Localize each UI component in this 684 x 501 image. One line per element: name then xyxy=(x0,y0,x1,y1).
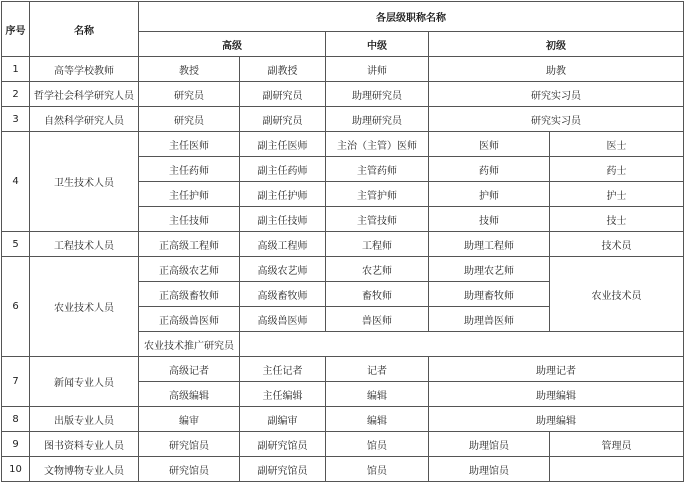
junior-title-1: 助理馆员 xyxy=(429,432,550,457)
senior-title: 正高级畜牧师 xyxy=(139,282,240,307)
associate-title: 副研究馆员 xyxy=(240,432,326,457)
row-seq: 9 xyxy=(2,432,30,457)
associate-title: 高级畜牧师 xyxy=(240,282,326,307)
mid-title: 助理研究员 xyxy=(326,107,429,132)
junior-title-2: 管理员 xyxy=(550,432,684,457)
row-seq: 10 xyxy=(2,457,30,482)
senior-title: 研究馆员 xyxy=(139,432,240,457)
junior-title-1: 医师 xyxy=(429,132,550,157)
associate-title: 主任记者 xyxy=(240,357,326,382)
junior-title-2: 技术员 xyxy=(550,232,684,257)
senior-title: 主任药师 xyxy=(139,157,240,182)
header-title-group: 各层级职称名称 xyxy=(139,2,684,32)
junior-title-1: 药师 xyxy=(429,157,550,182)
mid-title: 兽医师 xyxy=(326,307,429,332)
row-name: 高等学校教师 xyxy=(30,57,139,82)
senior-title: 研究员 xyxy=(139,82,240,107)
mid-title: 馆员 xyxy=(326,432,429,457)
mid-title: 农艺师 xyxy=(326,257,429,282)
table-row xyxy=(2,132,684,157)
row-name: 图书资料专业人员 xyxy=(30,432,139,457)
header-high: 高级 xyxy=(139,32,326,57)
junior-title-2: 护士 xyxy=(550,182,684,207)
row-name: 自然科学研究人员 xyxy=(30,107,139,132)
table-row xyxy=(2,232,684,257)
row-name: 农业技术人员 xyxy=(30,257,139,357)
senior-title: 主任医师 xyxy=(139,132,240,157)
junior-title-1: 护师 xyxy=(429,182,550,207)
table-row xyxy=(2,82,684,107)
header-seq: 序号 xyxy=(2,2,30,57)
associate-title: 副教授 xyxy=(240,57,326,82)
mid-title: 工程师 xyxy=(326,232,429,257)
table-row xyxy=(2,457,684,482)
row-name: 卫生技术人员 xyxy=(30,132,139,232)
junior-title-1: 助理畜牧师 xyxy=(429,282,550,307)
junior-title-1: 助理工程师 xyxy=(429,232,550,257)
senior-title: 主任护师 xyxy=(139,182,240,207)
junior-title: 助理编辑 xyxy=(429,407,684,432)
senior-title: 主任技师 xyxy=(139,207,240,232)
mid-title: 馆员 xyxy=(326,457,429,482)
associate-title: 高级农艺师 xyxy=(240,257,326,282)
mid-title: 记者 xyxy=(326,357,429,382)
associate-title: 高级工程师 xyxy=(240,232,326,257)
table-row xyxy=(2,107,684,132)
table-row xyxy=(2,257,684,282)
table-row xyxy=(2,57,684,82)
senior-title: 正高级工程师 xyxy=(139,232,240,257)
header-junior: 初级 xyxy=(429,32,684,57)
row-name: 新闻专业人员 xyxy=(30,357,139,407)
junior-title: 助理记者 xyxy=(429,357,684,382)
associate-title: 副研究员 xyxy=(240,82,326,107)
mid-title: 畜牧师 xyxy=(326,282,429,307)
junior-title-2: 药士 xyxy=(550,157,684,182)
senior-title: 农业技术推广研究员 xyxy=(139,332,240,357)
header-mid: 中级 xyxy=(326,32,429,57)
row-name: 出版专业人员 xyxy=(30,407,139,432)
junior-title-1: 助理兽医师 xyxy=(429,307,550,332)
senior-title: 正高级兽医师 xyxy=(139,307,240,332)
title-table xyxy=(1,1,684,482)
row-name: 工程技术人员 xyxy=(30,232,139,257)
junior-title-2: 农业技术员 xyxy=(550,257,684,332)
mid-title: 编辑 xyxy=(326,382,429,407)
table-row xyxy=(2,407,684,432)
mid-title: 助理研究员 xyxy=(326,82,429,107)
associate-title: 副编审 xyxy=(240,407,326,432)
junior-title-2 xyxy=(550,457,684,482)
row-seq: 4 xyxy=(2,132,30,232)
row-seq: 8 xyxy=(2,407,30,432)
mid-title: 主管药师 xyxy=(326,157,429,182)
junior-title: 助理编辑 xyxy=(429,382,684,407)
row-seq: 7 xyxy=(2,357,30,407)
empty-cell xyxy=(240,332,684,357)
senior-title: 高级记者 xyxy=(139,357,240,382)
mid-title: 主治（主管）医师 xyxy=(326,132,429,157)
junior-title: 助教 xyxy=(429,57,684,82)
header-name: 名称 xyxy=(30,2,139,57)
row-seq: 3 xyxy=(2,107,30,132)
row-name: 哲学社会科学研究人员 xyxy=(30,82,139,107)
row-seq: 6 xyxy=(2,257,30,357)
senior-title: 高级编辑 xyxy=(139,382,240,407)
junior-title-1: 助理馆员 xyxy=(429,457,550,482)
table-row xyxy=(2,432,684,457)
senior-title: 编审 xyxy=(139,407,240,432)
associate-title: 副主任医师 xyxy=(240,132,326,157)
junior-title: 研究实习员 xyxy=(429,107,684,132)
associate-title: 主任编辑 xyxy=(240,382,326,407)
associate-title: 副研究馆员 xyxy=(240,457,326,482)
row-seq: 1 xyxy=(2,57,30,82)
row-seq: 5 xyxy=(2,232,30,257)
mid-title: 主管技师 xyxy=(326,207,429,232)
associate-title: 副研究员 xyxy=(240,107,326,132)
junior-title-2: 医士 xyxy=(550,132,684,157)
junior-title-1: 助理农艺师 xyxy=(429,257,550,282)
table-row xyxy=(2,357,684,382)
senior-title: 研究馆员 xyxy=(139,457,240,482)
row-name: 文物博物专业人员 xyxy=(30,457,139,482)
mid-title: 讲师 xyxy=(326,57,429,82)
junior-title-1: 技师 xyxy=(429,207,550,232)
junior-title: 研究实习员 xyxy=(429,82,684,107)
associate-title: 副主任技师 xyxy=(240,207,326,232)
mid-title: 主管护师 xyxy=(326,182,429,207)
senior-title: 研究员 xyxy=(139,107,240,132)
associate-title: 副主任护师 xyxy=(240,182,326,207)
header-row-1 xyxy=(2,2,684,32)
junior-title-2: 技士 xyxy=(550,207,684,232)
senior-title: 正高级农艺师 xyxy=(139,257,240,282)
row-seq: 2 xyxy=(2,82,30,107)
senior-title: 教授 xyxy=(139,57,240,82)
associate-title: 高级兽医师 xyxy=(240,307,326,332)
mid-title: 编辑 xyxy=(326,407,429,432)
associate-title: 副主任药师 xyxy=(240,157,326,182)
